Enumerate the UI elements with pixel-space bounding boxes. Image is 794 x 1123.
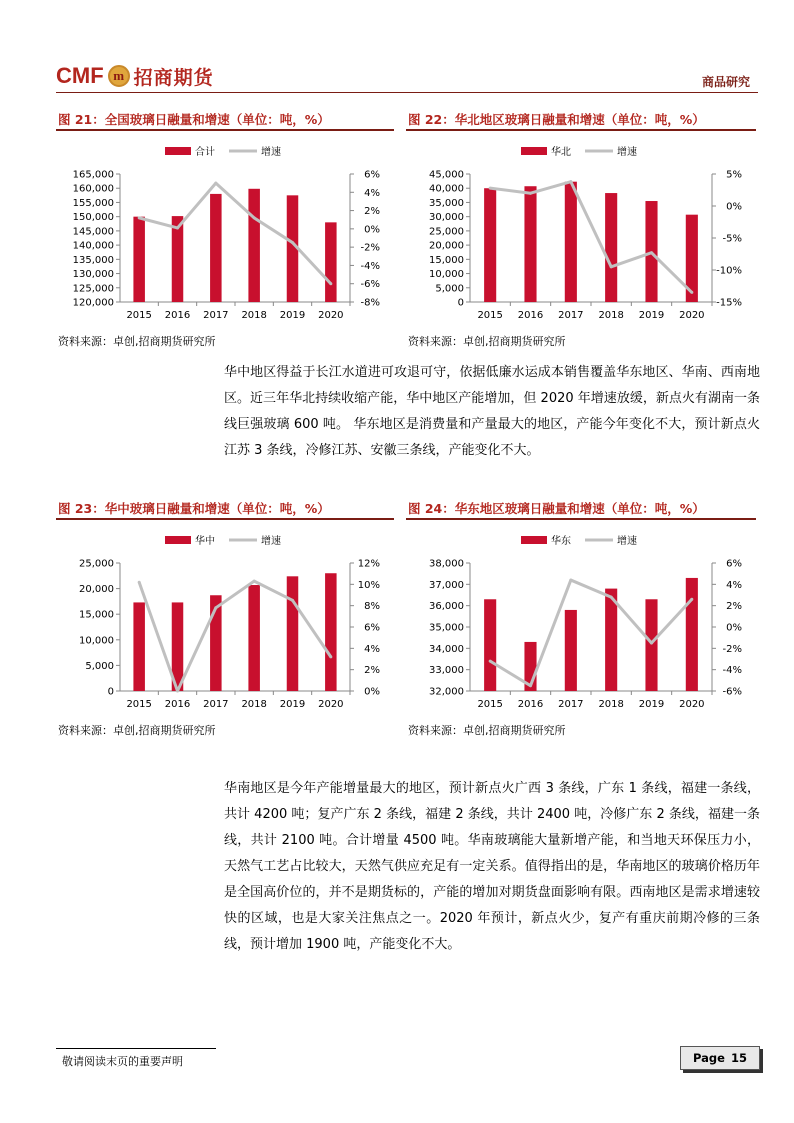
x-tick-label: 2020 [318, 310, 344, 321]
bar [133, 217, 145, 302]
y-left-tick-label: 125,000 [72, 283, 114, 295]
bar [484, 599, 496, 691]
body-paragraph-1 [224, 360, 760, 464]
y-left-tick-label: 34,000 [429, 643, 464, 655]
y-left-tick-label: 0 [107, 686, 114, 698]
y-right-tick-label: 5% [726, 169, 742, 181]
growth-point [610, 265, 613, 268]
y-right-tick-label: 6% [364, 622, 380, 634]
growth-point [291, 599, 294, 602]
legend-line-label: 增速 [617, 536, 637, 547]
y-left-tick-label: 5,000 [85, 660, 114, 672]
footer-disclaimer-note: 敬请阅读末页的重要声明 [62, 1055, 183, 1068]
bar [565, 182, 577, 302]
x-tick-label: 2018 [241, 699, 267, 710]
bar [248, 189, 260, 302]
y-left-tick-label: 35,000 [429, 622, 464, 634]
x-tick-label: 2016 [164, 310, 191, 321]
figure-23-title: 图 23：华中玻璃日融量和增速（单位：吨，%） [58, 501, 330, 516]
y-left-tick-label: 160,000 [72, 183, 114, 195]
y-left-tick-label: 15,000 [79, 609, 114, 621]
x-tick-label: 2016 [164, 699, 191, 710]
growth-point [176, 226, 179, 229]
legend-line-label: 增速 [617, 147, 637, 158]
figure-23-chart [56, 523, 394, 719]
bar [210, 194, 222, 302]
y-right-tick-label: -6% [722, 686, 742, 698]
page-number-box [680, 1046, 760, 1070]
y-left-tick-label: 5,000 [435, 283, 464, 295]
growth-line [139, 183, 331, 284]
y-left-tick-label: 45,000 [429, 169, 464, 181]
x-tick-label: 2019 [638, 699, 665, 710]
growth-point [650, 642, 653, 645]
figure-24-source: 资料来源：卓创,招商期货研究所 [408, 724, 566, 737]
bar [605, 193, 617, 302]
y-right-tick-label: 2% [726, 601, 742, 613]
y-right-tick-label: 4% [726, 579, 742, 591]
growth-point [329, 282, 332, 285]
y-left-tick-label: 32,000 [429, 686, 464, 698]
logo-text: CMF [56, 63, 104, 88]
y-right-tick-label: -15% [716, 297, 742, 309]
logo-badge-icon: m [108, 65, 130, 87]
y-left-tick-label: 25,000 [79, 558, 114, 570]
y-right-tick-label: 6% [364, 169, 380, 181]
y-left-tick-label: 35,000 [429, 197, 464, 209]
y-right-tick-label: 10% [357, 579, 380, 591]
figure-22-chart [406, 134, 756, 330]
figure-22-source: 资料来源：卓创,招商期货研究所 [408, 335, 566, 348]
bar [645, 599, 657, 691]
legend-bar-label: 华中 [195, 536, 215, 547]
growth-point [529, 684, 532, 687]
legend [165, 534, 281, 547]
y-right-tick-label: 6% [726, 558, 742, 570]
y-right-tick-label: 4% [364, 187, 380, 199]
legend-bar-swatch [165, 147, 191, 155]
x-tick-label: 2019 [279, 699, 306, 710]
y-left-tick-label: 0 [457, 297, 464, 309]
growth-line [490, 580, 692, 686]
bar [248, 585, 260, 691]
bar [287, 576, 299, 691]
y-right-tick-label: 12% [357, 558, 380, 570]
figure-22-rule [406, 129, 756, 131]
x-tick-label: 2018 [241, 310, 267, 321]
y-left-tick-label: 140,000 [72, 240, 114, 252]
growth-point [610, 596, 613, 599]
y-right-tick-label: -4% [360, 260, 380, 272]
y-right-tick-label: -8% [360, 297, 380, 309]
y-right-tick-label: 8% [364, 601, 380, 613]
page-label: Page [693, 1051, 725, 1065]
legend-bar-swatch [165, 536, 191, 544]
growth-point [489, 660, 492, 663]
x-tick-label: 2015 [477, 310, 503, 321]
growth-point [214, 182, 217, 185]
bar [325, 573, 337, 691]
x-tick-label: 2015 [126, 699, 152, 710]
y-left-tick-label: 37,000 [429, 579, 464, 591]
figure-23-rule [56, 518, 394, 520]
legend-bar-swatch [521, 536, 547, 544]
bar [524, 186, 536, 302]
y-right-tick-label: 2% [364, 665, 380, 677]
paragraph-1-text: 华中地区得益于长江水道进可攻退可守，依据低廉水运成本销售覆盖华东地区、华南、西南地区。近三年华北持续收缩产能，华中地区产能增加，但 2020 年增速放缓，新点火有湖南一条线巨强玻璃 600 吨。 华东地区是消费量和产量最大的地区，产能今年变化不大，预计新点火江苏 3 条线，冷修江苏、安徽三条线，产能变化不大。 [224, 365, 760, 458]
y-left-tick-label: 20,000 [79, 584, 114, 596]
x-tick-label: 2016 [517, 310, 544, 321]
y-left-tick-label: 15,000 [429, 254, 464, 266]
legend-bar-label: 华北 [551, 147, 571, 158]
growth-point [690, 598, 693, 601]
growth-point [489, 187, 492, 190]
x-tick-label: 2017 [203, 699, 229, 710]
growth-point [329, 655, 332, 658]
x-tick-label: 2015 [126, 310, 152, 321]
y-right-tick-label: 0% [364, 686, 380, 698]
legend [521, 534, 637, 547]
y-left-tick-label: 10,000 [429, 269, 464, 281]
growth-point [253, 216, 256, 219]
y-right-tick-label: -2% [722, 643, 742, 655]
x-tick-label: 2017 [558, 310, 584, 321]
header-divider [56, 92, 758, 93]
growth-point [569, 579, 572, 582]
y-right-tick-label: -5% [722, 233, 742, 245]
y-left-tick-label: 155,000 [72, 197, 114, 209]
y-left-tick-label: 10,000 [79, 635, 114, 647]
y-right-tick-label: -6% [360, 279, 380, 291]
legend [165, 145, 281, 158]
x-tick-label: 2017 [558, 699, 584, 710]
growth-point [650, 251, 653, 254]
figure-21-source: 资料来源：卓创,招商期货研究所 [58, 335, 216, 348]
y-left-tick-label: 38,000 [429, 558, 464, 570]
legend-line-label: 增速 [261, 536, 281, 547]
logo-chinese-name: 招商期货 [133, 66, 214, 89]
x-tick-label: 2020 [318, 699, 344, 710]
company-logo [56, 60, 214, 92]
figure-21-title: 图 21：全国玻璃日融量和增速（单位：吨，%） [58, 112, 330, 127]
x-tick-label: 2016 [517, 699, 544, 710]
figure-21-rule [56, 129, 394, 131]
growth-point [253, 580, 256, 583]
bar [686, 578, 698, 691]
x-tick-label: 2018 [598, 310, 624, 321]
y-left-tick-label: 20,000 [429, 240, 464, 252]
bar [325, 222, 337, 302]
section-label: 商品研究 [701, 75, 750, 89]
growth-point [138, 216, 141, 219]
y-right-tick-label: -2% [360, 242, 380, 254]
growth-line [490, 182, 692, 293]
y-right-tick-label: 0% [364, 224, 380, 236]
y-left-tick-label: 25,000 [429, 226, 464, 238]
x-tick-label: 2019 [638, 310, 665, 321]
y-left-tick-label: 120,000 [72, 297, 114, 309]
y-left-tick-label: 135,000 [72, 254, 114, 266]
legend [521, 145, 637, 158]
figure-24-chart [406, 523, 756, 719]
x-tick-label: 2020 [679, 310, 705, 321]
y-right-tick-label: -10% [716, 265, 742, 277]
figure-23-source: 资料来源：卓创,招商期货研究所 [58, 724, 216, 737]
legend-line-label: 增速 [261, 147, 281, 158]
x-tick-label: 2020 [679, 699, 705, 710]
y-right-tick-label: 4% [364, 643, 380, 655]
bar [565, 610, 577, 691]
growth-point [176, 690, 179, 693]
growth-point [138, 581, 141, 584]
growth-line [139, 581, 331, 691]
x-tick-label: 2019 [279, 310, 306, 321]
bar [133, 602, 145, 691]
footer-divider [56, 1048, 216, 1049]
y-left-tick-label: 130,000 [72, 269, 114, 281]
y-left-tick-label: 150,000 [72, 212, 114, 224]
body-paragraph-2 [224, 776, 760, 958]
y-right-tick-label: 0% [726, 201, 742, 213]
legend-bar-swatch [521, 147, 547, 155]
y-left-tick-label: 145,000 [72, 226, 114, 238]
y-left-tick-label: 33,000 [429, 665, 464, 677]
paragraph-2-text: 华南地区是今年产能增量最大的地区，预计新点火广西 3 条线，广东 1 条线，福建一条线，共计 4200 吨；复产广东 2 条线，福建 2 条线，共计 2400 吨，冷修广东 2 条线，福建一条线，共计 2100 吨。合计增量 4500 吨。华南玻璃能大量新增产能，和当地天环保压力小，天然气工艺占比较大，天然气供应充足有一定关系。值得指出的是，华南地区的玻璃价格历年是全国高价位的，并不是期货标的，产能的增加对期货盘面影响有限。西南地区是需求增速较快的区域，也是大家关注焦点之一。2020 年预计，新点火少，复产有重庆前期冷修的三条线，预计增加 1900 吨，产能变化不大。 [224, 781, 760, 952]
growth-point [214, 606, 217, 609]
page-number: 15 [730, 1051, 747, 1065]
y-right-tick-label: -4% [722, 665, 742, 677]
y-left-tick-label: 36,000 [429, 601, 464, 613]
y-left-tick-label: 30,000 [429, 212, 464, 224]
y-right-tick-label: 2% [364, 206, 380, 218]
y-left-tick-label: 40,000 [429, 183, 464, 195]
figure-22-title: 图 22：华北地区玻璃日融量和增速（单位：吨，%） [408, 112, 705, 127]
x-tick-label: 2015 [477, 699, 503, 710]
figure-21-chart [56, 134, 394, 330]
x-tick-label: 2017 [203, 310, 229, 321]
growth-point [569, 180, 572, 183]
growth-point [690, 291, 693, 294]
legend-bar-label: 华东 [551, 536, 571, 547]
figure-24-rule [406, 518, 756, 520]
legend-bar-label: 合计 [195, 147, 215, 158]
figure-24-title: 图 24：华东地区玻璃日融量和增速（单位：吨，%） [408, 501, 705, 516]
growth-point [529, 192, 532, 195]
bar [484, 188, 496, 302]
x-tick-label: 2018 [598, 699, 624, 710]
y-right-tick-label: 0% [726, 622, 742, 634]
growth-point [291, 241, 294, 244]
y-left-tick-label: 165,000 [72, 169, 114, 181]
